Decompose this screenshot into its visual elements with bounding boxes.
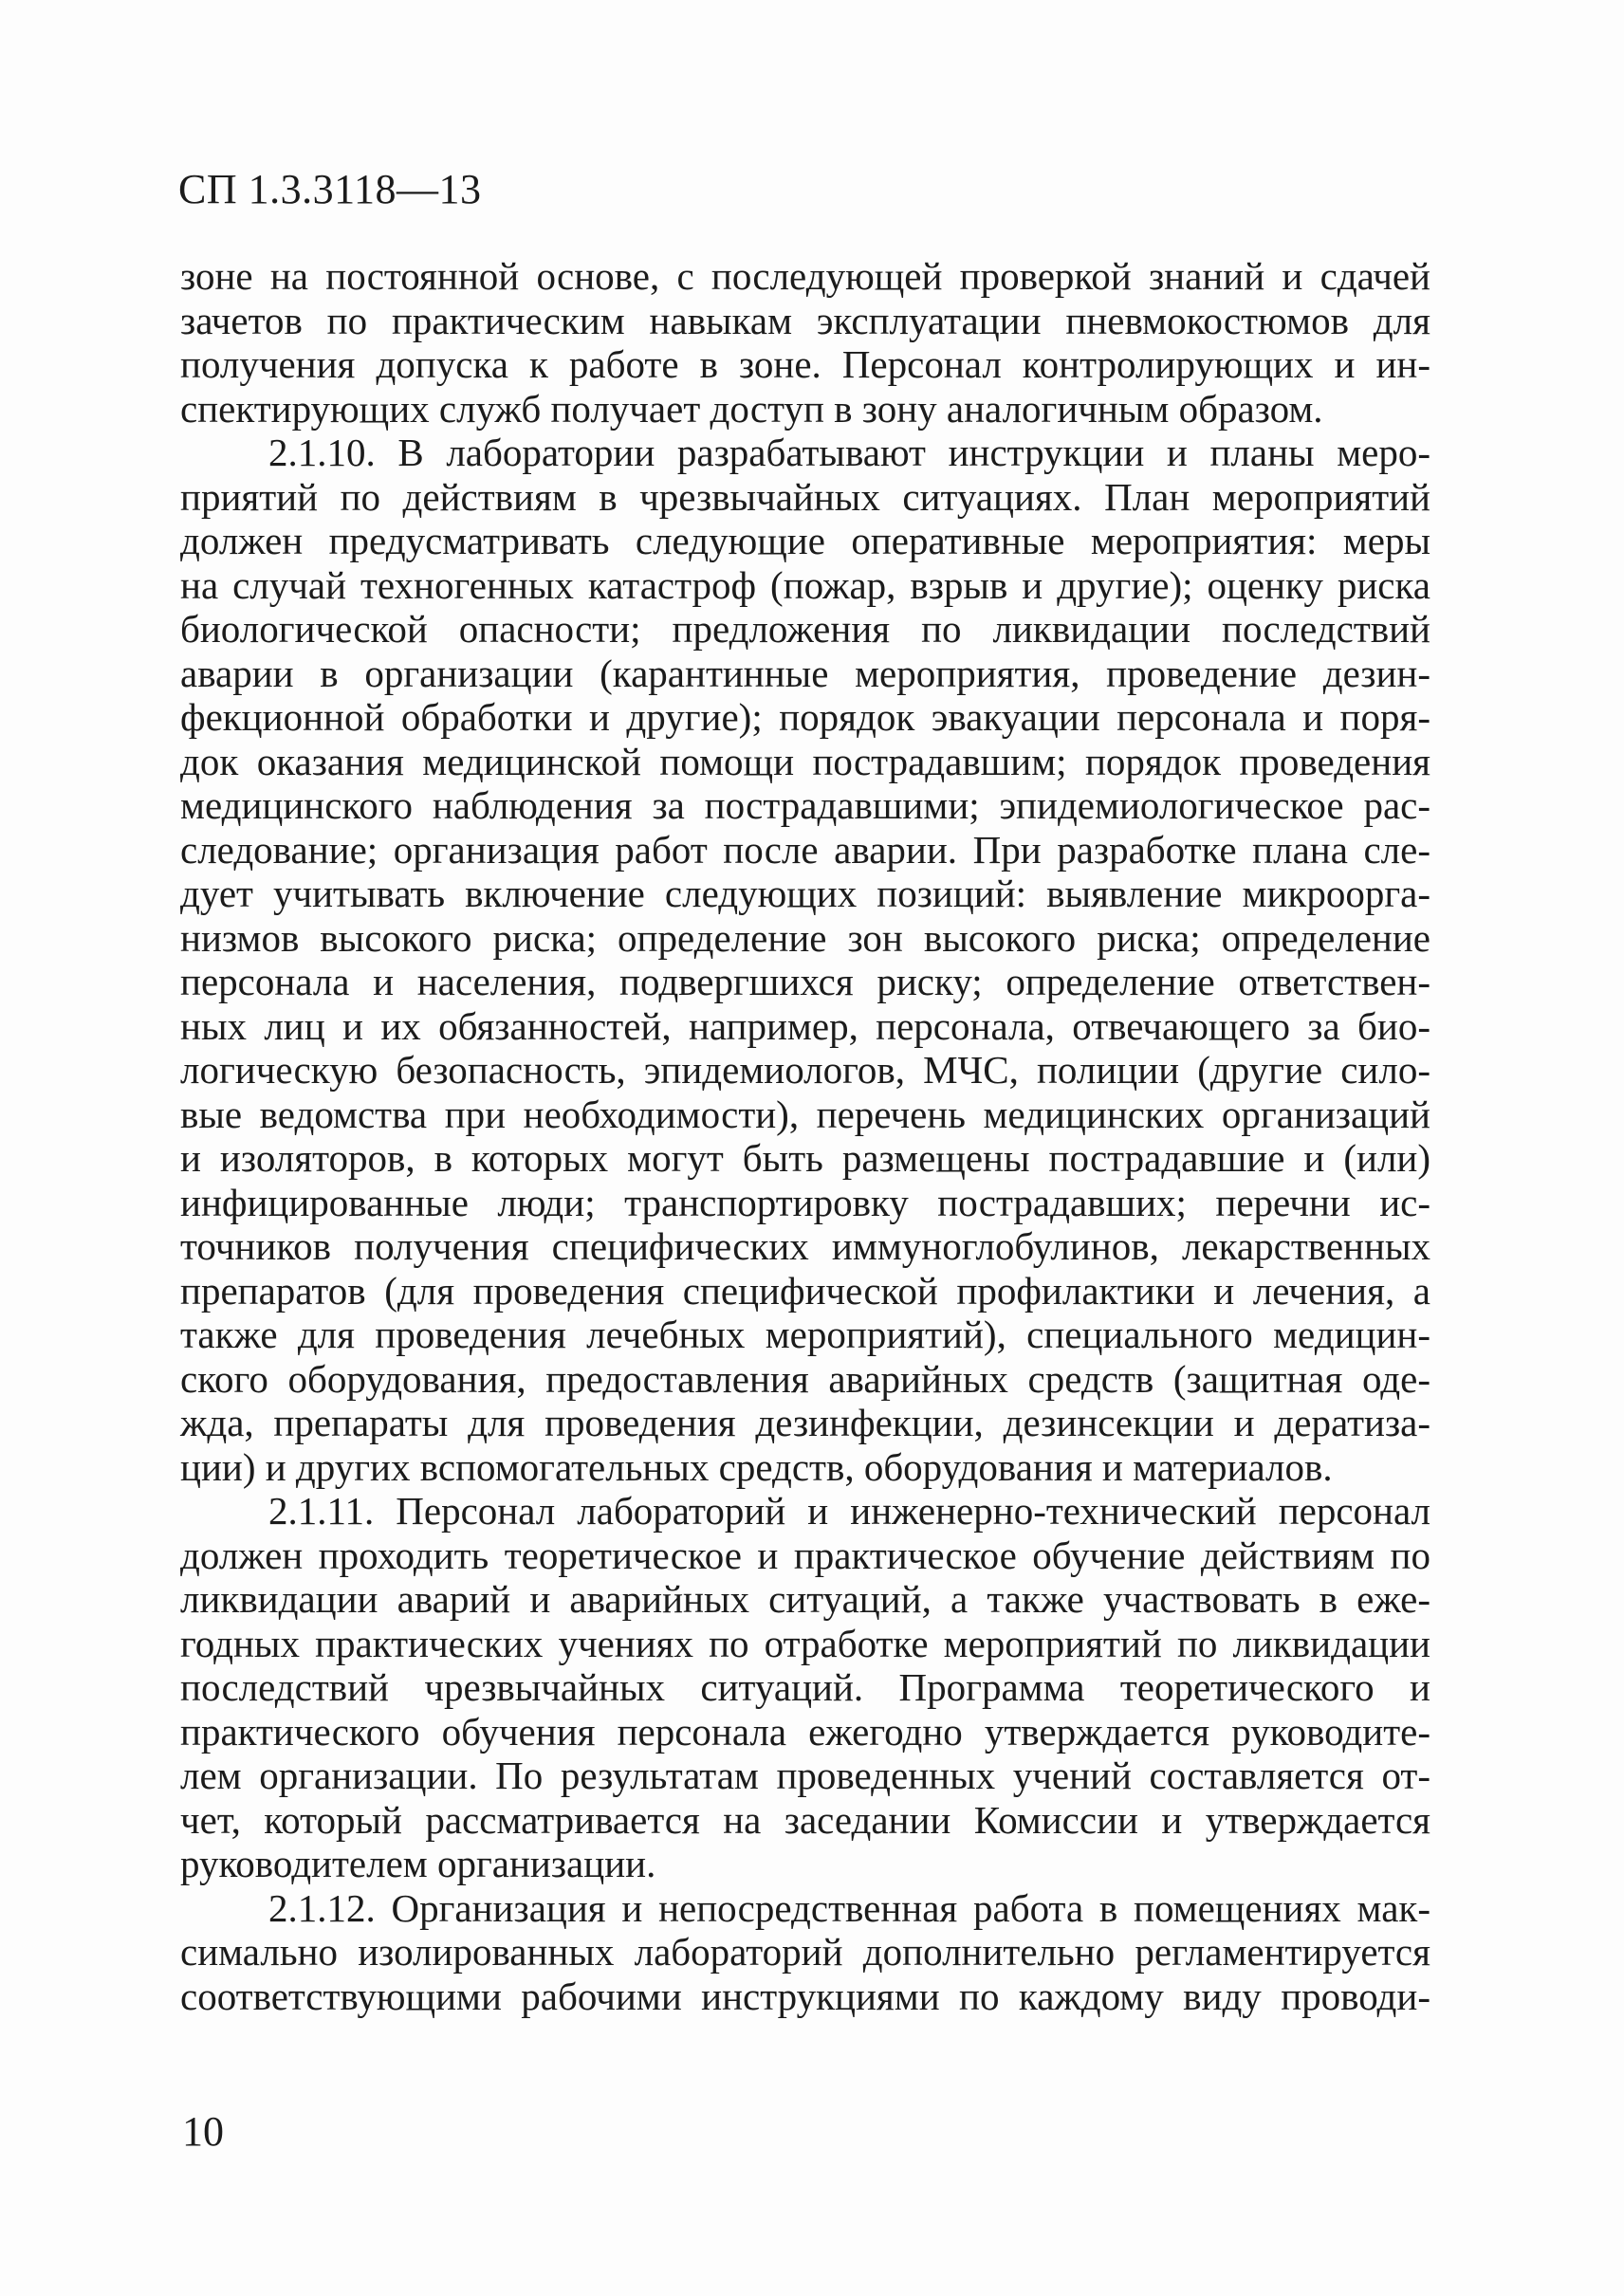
text-line: дует учитывать включение следующих позиций: выявление микроорга-: [180, 872, 1430, 915]
text-line: должен проходить теоретическое и практическое обучение действиям по: [180, 1533, 1430, 1577]
text-line: инфицированные люди; транспортировку пострадавших; перечни ис-: [180, 1180, 1430, 1224]
text-line: практического обучения персонала ежегодно утверждается руководите-: [180, 1709, 1430, 1754]
text-line: медицинского наблюдения за пострадавшими; эпидемиологическое рас-: [180, 783, 1430, 827]
text-line: логическую безопасность, эпидемиологов, МЧС, полиции (другие сило-: [180, 1048, 1430, 1092]
text-line: приятий по действиям в чрезвычайных ситуациях. План мероприятий: [180, 474, 1430, 519]
text-line: симально изолированных лабораторий дополнительно регламентируется: [180, 1930, 1430, 1974]
text-line: препаратов (для проведения специфической профилактики и лечения, а: [180, 1268, 1430, 1313]
text-line: док оказания медицинской помощи пострадавшим; порядок проведения: [180, 739, 1430, 783]
document-code-header: СП 1.3.3118—13: [178, 166, 482, 212]
page-number: 10: [182, 2108, 224, 2155]
text-line: фекционной обработки и другие); порядок эвакуации персонала и поря-: [180, 695, 1430, 739]
text-line: ликвидации аварий и аварийных ситуаций, а также участвовать в еже-: [180, 1577, 1430, 1621]
text-line: спектирующих служб получает доступ в зону аналогичным образом.: [180, 386, 1323, 431]
text-line: получения допуска к работе в зоне. Персонал контролирующих и ин-: [180, 342, 1430, 386]
text-line: низмов высокого риска; определение зон высокого риска; определение: [180, 915, 1430, 960]
text-line: биологической опасности; предложения по ликвидации последствий: [180, 607, 1430, 651]
text-line: ского оборудования, предоставления аварийных средств (защитная оде-: [180, 1356, 1430, 1401]
text-line: также для проведения лечебных мероприятий), специального медицин-: [180, 1313, 1430, 1356]
paragraph-2-1-11-first-line: 2.1.11. Персонал лабораторий и инженерно-технический персонал: [268, 1489, 1430, 1533]
text-line: зачетов по практическим навыкам эксплуатации пневмокостюмов для: [180, 298, 1430, 342]
text-line: аварии в организации (карантинные мероприятия, проведение дезин-: [180, 651, 1430, 695]
text-line: чет, который рассматривается на заседании Комиссии и утверждается: [180, 1797, 1430, 1842]
paragraph-2-1-12-first-line: 2.1.12. Организация и непосредственная работа в помещениях мак-: [268, 1885, 1430, 1930]
text-line: зоне на постоянной основе, с последующей проверкой знаний и сдачей: [180, 254, 1430, 298]
text-line: и изоляторов, в которых могут быть размещены пострадавшие и (или): [180, 1136, 1430, 1180]
text-line: следование; организация работ после аварии. При разработке плана сле-: [180, 827, 1430, 872]
text-line: годных практических учениях по отработке мероприятий по ликвидации: [180, 1621, 1430, 1665]
text-line: лем организации. По результатам проведенных учений составляется от-: [180, 1754, 1430, 1797]
text-line: ных лиц и их обязанностей, например, персонала, отвечающего за био-: [180, 1003, 1430, 1048]
text-line: на случай техногенных катастроф (пожар, взрыв и другие); оценку риска: [180, 562, 1430, 607]
text-line: жда, препараты для проведения дезинфекции, дезинсекции и дератиза-: [180, 1401, 1430, 1444]
body-text: [180, 254, 1430, 2018]
text-line: руководителем организации.: [180, 1842, 656, 1885]
text-line: соответствующими рабочими инструкциями по каждому виду проводи-: [180, 1974, 1430, 2018]
text-line: должен предусматривать следующие оперативные мероприятия: меры: [180, 519, 1430, 562]
paragraph-2-1-10-first-line: 2.1.10. В лаборатории разрабатывают инструкции и планы меро-: [268, 431, 1430, 474]
text-line: точников получения специфических иммуноглобулинов, лекарственных: [180, 1224, 1430, 1268]
text-line: вые ведомства при необходимости), перечень медицинских организаций: [180, 1092, 1430, 1136]
text-line: ции) и других вспомогательных средств, оборудования и материалов.: [180, 1444, 1333, 1489]
text-line: последствий чрезвычайных ситуаций. Программа теоретического и: [180, 1665, 1430, 1709]
text-line: персонала и населения, подвергшихся риску; определение ответствен-: [180, 960, 1430, 1003]
